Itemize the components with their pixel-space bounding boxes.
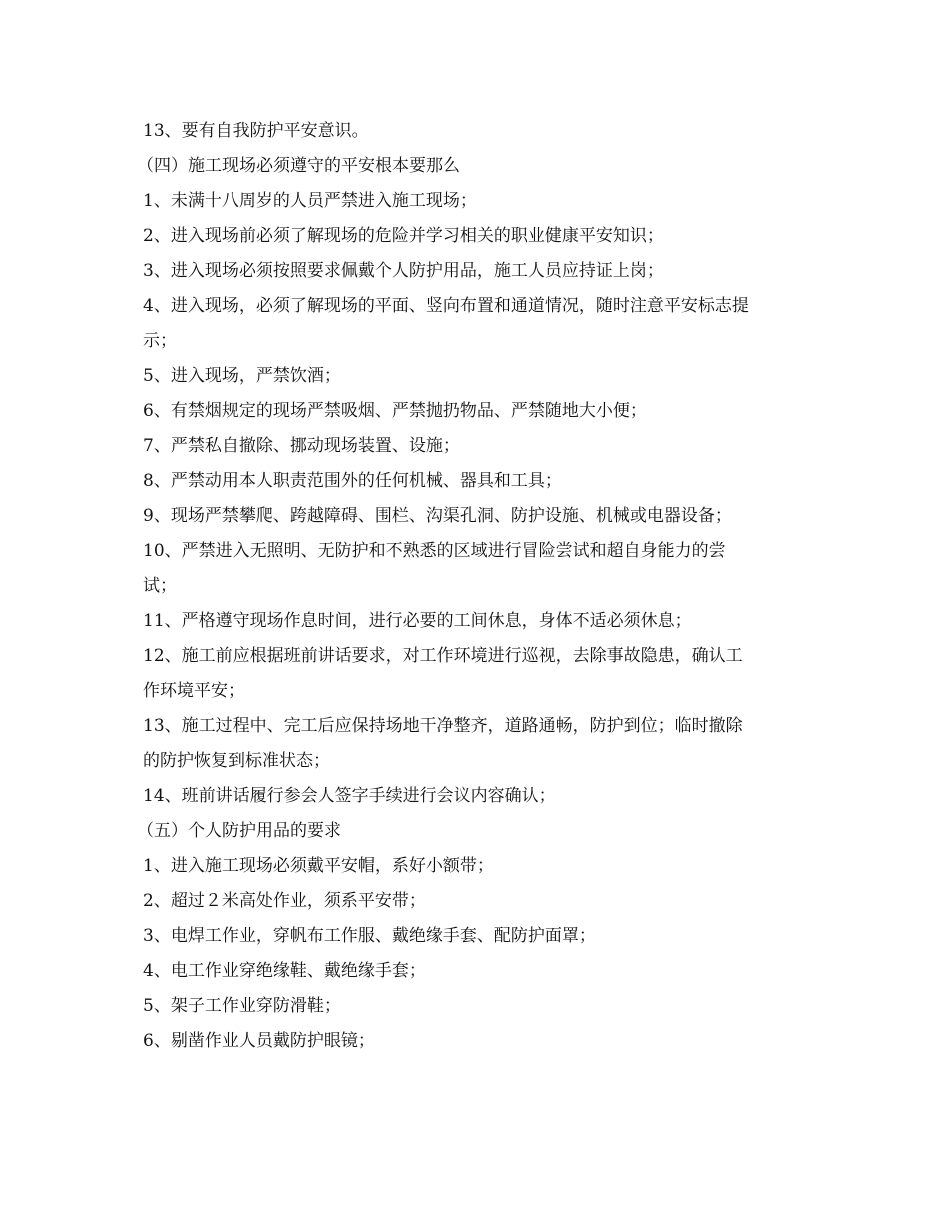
document-body — [137, 114, 813, 1059]
text-line: 9、现场严禁攀爬、跨越障碍、围栏、沟渠孔洞、防护设施、机械或电器设备； — [143, 506, 732, 526]
text-line: 的防护恢复到标准状态； — [143, 751, 330, 771]
text-line: 7、严禁私自撤除、挪动现场装置、设施； — [143, 436, 460, 456]
text-line: 8、严禁动用本人职责范围外的任何机械、器具和工具； — [143, 471, 562, 491]
text-line: 示； — [143, 331, 177, 351]
section-heading: （五）个人防护用品的要求 — [137, 821, 341, 841]
text-line: 6、剔凿作业人员戴防护眼镜； — [143, 1031, 375, 1051]
text-line: 1、进入施工现场必须戴平安帽，系好小额带； — [143, 856, 494, 876]
text-line: 3、电焊工作业，穿帆布工作服、戴绝缘手套、配防护面罩； — [143, 926, 596, 946]
text-line: 11、严格遵守现场作息时间，进行必要的工间休息，身体不适必须休息； — [143, 611, 692, 631]
text-line: 2、进入现场前必须了解现场的危险并学习相关的职业健康平安知识； — [143, 226, 664, 246]
section-heading: （四）施工现场必须遵守的平安根本要那么 — [137, 156, 460, 176]
text-line: 作环境平安； — [143, 681, 245, 701]
text-line: 4、进入现场，必须了解现场的平面、竖向布置和通道情况，随时注意平安标志提 — [143, 296, 749, 316]
text-line: 4、电工作业穿绝缘鞋、戴绝缘手套； — [143, 961, 426, 981]
text-line: 12、施工前应根据班前讲话要求，对工作环境进行巡视，去除事故隐患，确认工 — [143, 646, 743, 666]
text-line: 3、进入现场必须按照要求佩戴个人防护用品，施工人员应持证上岗； — [143, 261, 664, 281]
text-line: 试； — [143, 576, 177, 596]
text-line: 2、超过２米高处作业，须系平安带； — [143, 891, 426, 911]
text-line: 1、未满十八周岁的人员严禁进入施工现场； — [143, 191, 477, 211]
text-line: 5、架子工作业穿防滑鞋； — [143, 996, 341, 1016]
text-line: 13、要有自我防护平安意识。 — [143, 121, 369, 141]
text-line: 13、施工过程中、完工后应保持场地干净整齐，道路通畅，防护到位；临时撤除 — [143, 716, 743, 736]
text-line: 5、进入现场，严禁饮酒； — [143, 366, 341, 386]
text-line: 10、严禁进入无照明、无防护和不熟悉的区域进行冒险尝试和超自身能力的尝 — [143, 541, 726, 561]
text-line: 6、有禁烟规定的现场严禁吸烟、严禁抛扔物品、严禁随地大小便； — [143, 401, 647, 421]
text-line: 14、班前讲话履行参会人签字手续进行会议内容确认； — [143, 786, 556, 806]
